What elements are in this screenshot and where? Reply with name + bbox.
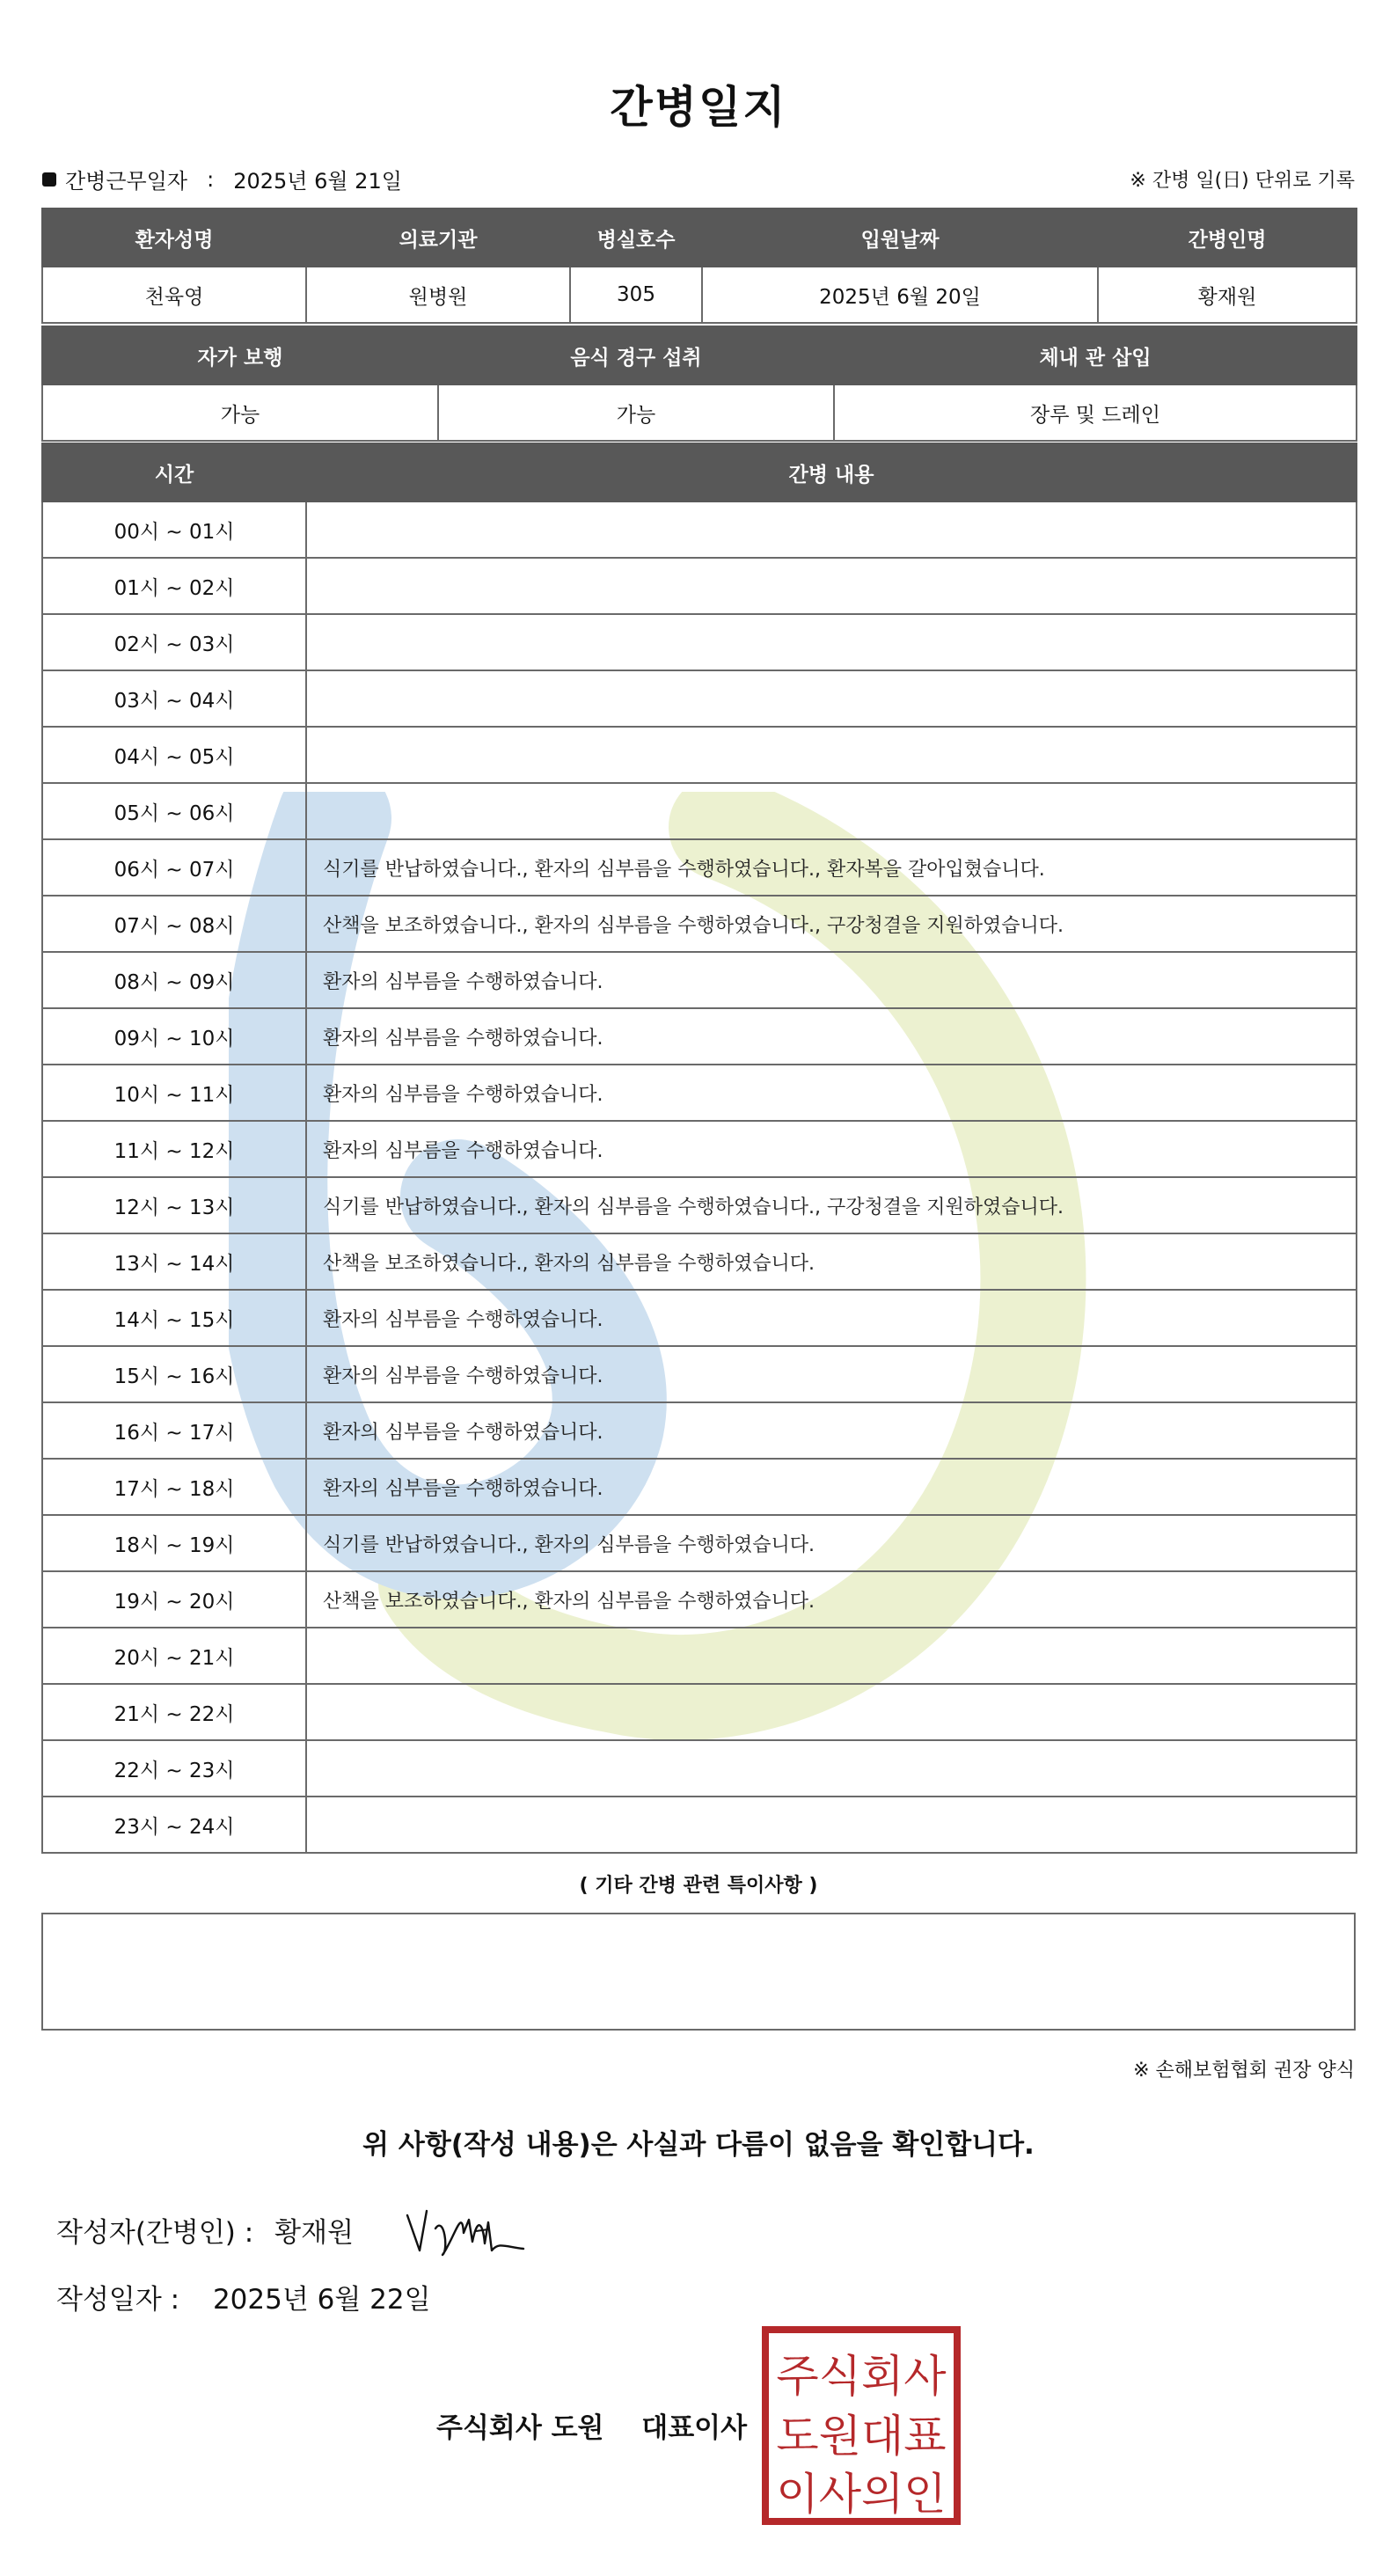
care-log-header-row [42, 443, 1357, 501]
care-note-cell: 환자의 심부름을 수행하였습니다. [306, 1008, 1357, 1065]
patient-info-value: 원병원 [306, 267, 570, 323]
care-note-cell [306, 614, 1357, 670]
table-row [42, 1515, 1357, 1571]
patient-status-header: 음식 경구 섭취 [438, 326, 834, 384]
unit-note: ※ 간병 일(日) 단위로 기록 [1130, 170, 1355, 192]
patient-info-value: 황재원 [1098, 267, 1357, 323]
table-row [42, 1233, 1357, 1290]
care-note-cell [306, 783, 1357, 839]
recommendation-note: ※ 손해보험협회 권장 양식 [1133, 2060, 1355, 2082]
written-date-label: 작성일자 : [56, 2284, 180, 2316]
care-note-cell: 환자의 심부름을 수행하였습니다. [306, 1065, 1357, 1121]
patient-status-value: 가능 [42, 384, 438, 441]
patient-status-header: 체내 관 삽입 [834, 326, 1357, 384]
care-note-cell: 환자의 심부름을 수행하였습니다. [306, 1402, 1357, 1459]
patient-info-value-row [42, 267, 1357, 323]
time-slot-cell: 12시 ~ 13시 [42, 1177, 306, 1233]
time-slot-cell: 15시 ~ 16시 [42, 1346, 306, 1402]
table-row [42, 558, 1357, 614]
table-row [42, 670, 1357, 727]
work-date-line [42, 164, 402, 194]
writer-label: 작성자(간병인) : [56, 2217, 254, 2249]
table-row [42, 896, 1357, 952]
table-row [42, 1628, 1357, 1684]
time-slot-cell: 08시 ~ 09시 [42, 952, 306, 1008]
patient-info-table [41, 208, 1357, 324]
company-name: 주식회사 도원 [436, 2412, 604, 2444]
table-row [42, 727, 1357, 783]
svg-text:이사의인: 이사의인 [776, 2469, 947, 2520]
written-date-value: 2025년 6월 22일 [212, 2284, 431, 2316]
writer-name: 황재원 [274, 2217, 355, 2249]
work-date-label: 간병근무일자 [65, 169, 188, 194]
patient-info-header: 병실호수 [570, 209, 702, 267]
time-slot-cell: 02시 ~ 03시 [42, 614, 306, 670]
table-row [42, 1571, 1357, 1628]
care-note-cell: 식기를 반납하였습니다., 환자의 심부름을 수행하였습니다., 구강청결을 지원하였습니다. [306, 1177, 1357, 1233]
time-slot-cell: 23시 ~ 24시 [42, 1797, 306, 1853]
time-slot-cell: 04시 ~ 05시 [42, 727, 306, 783]
care-note-cell: 환자의 심부름을 수행하였습니다. [306, 1346, 1357, 1402]
time-slot-cell: 06시 ~ 07시 [42, 839, 306, 896]
table-row [42, 1290, 1357, 1346]
care-log-table [41, 443, 1357, 1854]
care-note-cell [306, 501, 1357, 558]
time-slot-cell: 19시 ~ 20시 [42, 1571, 306, 1628]
company-seal-stamp [762, 2326, 961, 2525]
patient-status-header-row [42, 326, 1357, 384]
care-note-cell [306, 1740, 1357, 1797]
table-row [42, 839, 1357, 896]
care-note-cell: 식기를 반납하였습니다., 환자의 심부름을 수행하였습니다., 환자복을 갈아입혔습니다. [306, 839, 1357, 896]
patient-info-value: 천육영 [42, 267, 306, 323]
time-slot-cell: 21시 ~ 22시 [42, 1684, 306, 1740]
patient-status-value: 장루 및 드레인 [834, 384, 1357, 441]
time-slot-cell: 20시 ~ 21시 [42, 1628, 306, 1684]
svg-text:주식회사: 주식회사 [776, 2351, 947, 2402]
patient-info-header: 의료기관 [306, 209, 570, 267]
care-note-cell: 환자의 심부름을 수행하였습니다. [306, 1121, 1357, 1177]
care-log-header: 시간 [42, 443, 306, 501]
care-note-cell [306, 670, 1357, 727]
table-row [42, 1177, 1357, 1233]
care-note-cell: 산책을 보조하였습니다., 환자의 심부름을 수행하였습니다. [306, 1571, 1357, 1628]
patient-status-table [41, 326, 1357, 442]
time-slot-cell: 10시 ~ 11시 [42, 1065, 306, 1121]
care-note-cell: 환자의 심부름을 수행하였습니다. [306, 1290, 1357, 1346]
care-note-cell [306, 1628, 1357, 1684]
care-note-cell: 식기를 반납하였습니다., 환자의 심부름을 수행하였습니다. [306, 1515, 1357, 1571]
time-slot-cell: 05시 ~ 06시 [42, 783, 306, 839]
time-slot-cell: 01시 ~ 02시 [42, 558, 306, 614]
work-date-value: 2025년 6월 21일 [233, 169, 402, 194]
table-row [42, 1740, 1357, 1797]
table-row [42, 1121, 1357, 1177]
page-title: 간병일지 [610, 82, 787, 133]
patient-info-header-row [42, 209, 1357, 267]
table-row [42, 1459, 1357, 1515]
care-note-cell [306, 1684, 1357, 1740]
time-slot-cell: 11시 ~ 12시 [42, 1121, 306, 1177]
care-note-cell [306, 1797, 1357, 1853]
time-slot-cell: 14시 ~ 15시 [42, 1290, 306, 1346]
patient-info-header: 입원날짜 [702, 209, 1098, 267]
time-slot-cell: 13시 ~ 14시 [42, 1233, 306, 1290]
care-note-cell: 산책을 보조하였습니다., 환자의 심부름을 수행하였습니다. [306, 1233, 1357, 1290]
table-row [42, 783, 1357, 839]
writer-line [56, 2210, 354, 2250]
table-row [42, 1346, 1357, 1402]
svg-text:도원대표: 도원대표 [776, 2411, 947, 2462]
company-role: 대표이사 [641, 2412, 748, 2444]
patient-info-value: 305 [570, 267, 702, 323]
time-slot-cell: 16시 ~ 17시 [42, 1402, 306, 1459]
table-row [42, 1684, 1357, 1740]
care-note-cell: 환자의 심부름을 수행하였습니다. [306, 952, 1357, 1008]
care-note-cell [306, 558, 1357, 614]
patient-status-value: 가능 [438, 384, 834, 441]
table-row [42, 614, 1357, 670]
written-date-line [56, 2277, 431, 2316]
time-slot-cell: 17시 ~ 18시 [42, 1459, 306, 1515]
patient-status-header: 자가 보행 [42, 326, 438, 384]
other-notes-title: ( 기타 간병 관련 특이사항 ) [579, 1875, 818, 1897]
bullet-square-icon [42, 172, 56, 187]
table-row [42, 1008, 1357, 1065]
time-slot-cell: 03시 ~ 04시 [42, 670, 306, 727]
table-row [42, 1065, 1357, 1121]
care-note-cell: 산책을 보조하였습니다., 환자의 심부름을 수행하였습니다., 구강청결을 지원하였습니다. [306, 896, 1357, 952]
patient-info-value: 2025년 6월 20일 [702, 267, 1098, 323]
work-date-colon: : [207, 166, 215, 192]
handwritten-signature [400, 2189, 532, 2268]
patient-status-value-row [42, 384, 1357, 441]
table-row [42, 501, 1357, 558]
time-slot-cell: 22시 ~ 23시 [42, 1740, 306, 1797]
patient-info-header: 간병인명 [1098, 209, 1357, 267]
patient-info-header: 환자성명 [42, 209, 306, 267]
company-line [436, 2405, 747, 2445]
care-log-header: 간병 내용 [306, 443, 1357, 501]
time-slot-cell: 07시 ~ 08시 [42, 896, 306, 952]
confirmation-statement: 위 사항(작성 내용)은 사실과 다름이 없음을 확인합니다. [362, 2129, 1035, 2161]
table-row [42, 1797, 1357, 1853]
care-note-cell: 환자의 심부름을 수행하였습니다. [306, 1459, 1357, 1515]
care-note-cell [306, 727, 1357, 783]
table-row [42, 952, 1357, 1008]
time-slot-cell: 09시 ~ 10시 [42, 1008, 306, 1065]
table-row [42, 1402, 1357, 1459]
time-slot-cell: 00시 ~ 01시 [42, 501, 306, 558]
other-notes-box [41, 1913, 1356, 2031]
time-slot-cell: 18시 ~ 19시 [42, 1515, 306, 1571]
